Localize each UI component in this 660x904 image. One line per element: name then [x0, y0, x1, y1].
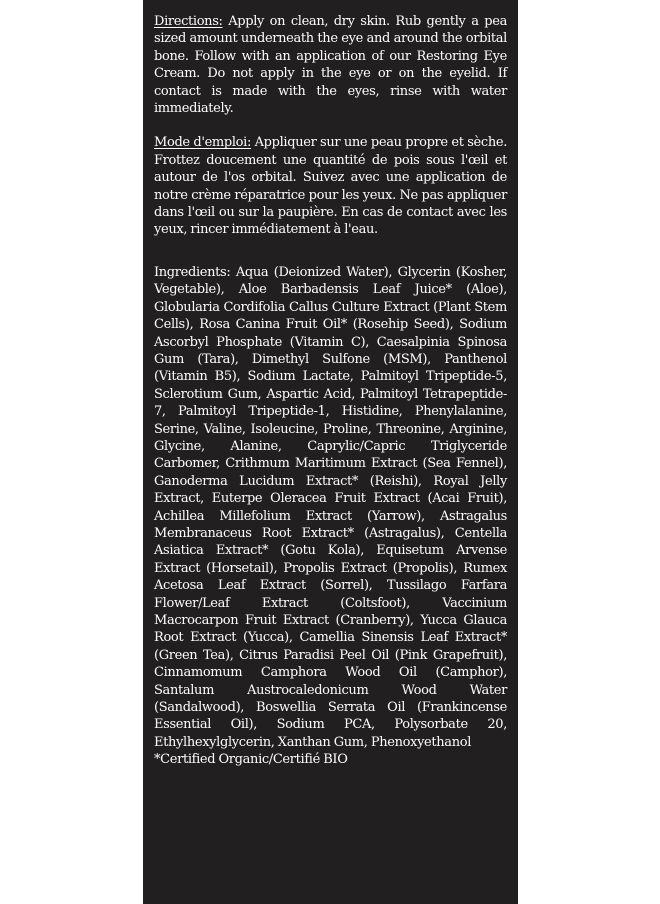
mode-emploi-section [154, 134, 507, 238]
directions-text: Apply on clean, dry skin. Rub gently a pea sized amount underneath the eye and around the orbital bone. Follow with an application of our Restoring Eye Cream. Do not apply in the eye or on the eyelid. If contact is made with the eyes, rinse with water immediately. [154, 14, 507, 117]
certified-organic-footnote: *Certified Organic/Certifié BIO [154, 752, 348, 768]
ingredients-heading: Ingredients: [154, 264, 231, 280]
ingredients-section [154, 264, 507, 751]
product-label-panel [143, 0, 518, 904]
directions-section [154, 13, 507, 117]
directions-heading: Directions: [154, 14, 223, 29]
ingredients-text: Aqua (Deionized Water), Glycerin (Kosher, Vegetable), Aloe Barbadensis Leaf Juice* (Aloe), Globularia Cordifolia Callus Culture Extract (Plant Stem Cells), Rosa Canina Fruit Oil* (Rosehip Seed), Sodium Ascorbyl Phosphate (Vitamin C), Caesalpinia Spinosa Gum (Tara), Dimethyl Sulfone (MSM), Panthenol (Vitamin B5), Sodium Lactate, Palmitoyl Tripeptide-5, Sclerotium Gum, Aspartic Acid, Palmitoyl Tetrapeptide-7, Palmitoyl Tripeptide-1, Histidine, Phenylalanine, Serine, Valine, Isoleucine, Proline, Threonine, Arginine, Glycine, Alanine, Caprylic/Capric Triglyceride Carbomer, Crithmum Maritimum Extract (Sea Fennel), Ganoderma Lucidum Extract* (Reishi), Royal Jelly Extract, Euterpe Oleracea Fruit Extract (Acai Fruit), Achillea Millefolium Extract (Yarrow), Astragalus Membranaceus Root Extract* (Astragalus), Centella Asiatica Extract* (Gotu Kola), Equisetum Arvense Extract (Horsetail), Propolis Extract (Propolis), Rumex Acetosa Leaf Extract (Sorrel), Tussilago Farfara Flower/Leaf Extract (Coltsfoot), Vaccinium Macrocarpon Fruit Extract (Cranberry), Yucca Glauca Root Extract (Yucca), Camellia Sinensis Leaf Extract* (Green Tea), Citrus Paradisi Peel Oil (Pink Grapefruit), Cinnamomum Camphora Wood Oil (Camphor), Santalum Austrocaledonicum Wood Water (Sandalwood), Boswellia Serrata Oil (Frankincense Essential Oil), Sodium PCA, Polysorbate 20, Ethylhexylglycerin, Xanthan Gum, Phenoxyethanol [154, 264, 507, 750]
mode-emploi-heading: Mode d'emploi: [154, 135, 251, 151]
mode-emploi-text: Appliquer sur une peau propre et sèche. Frottez doucement une quantité de pois sous l'œil et autour de l'os orbital. Suivez avec une application de notre crème réparatrice pour les yeux. Ne pas appliquer dans l'œil ou sur la paupière. En cas de contact avec les yeux, rincer immédiatement à l'eau. [154, 135, 507, 238]
